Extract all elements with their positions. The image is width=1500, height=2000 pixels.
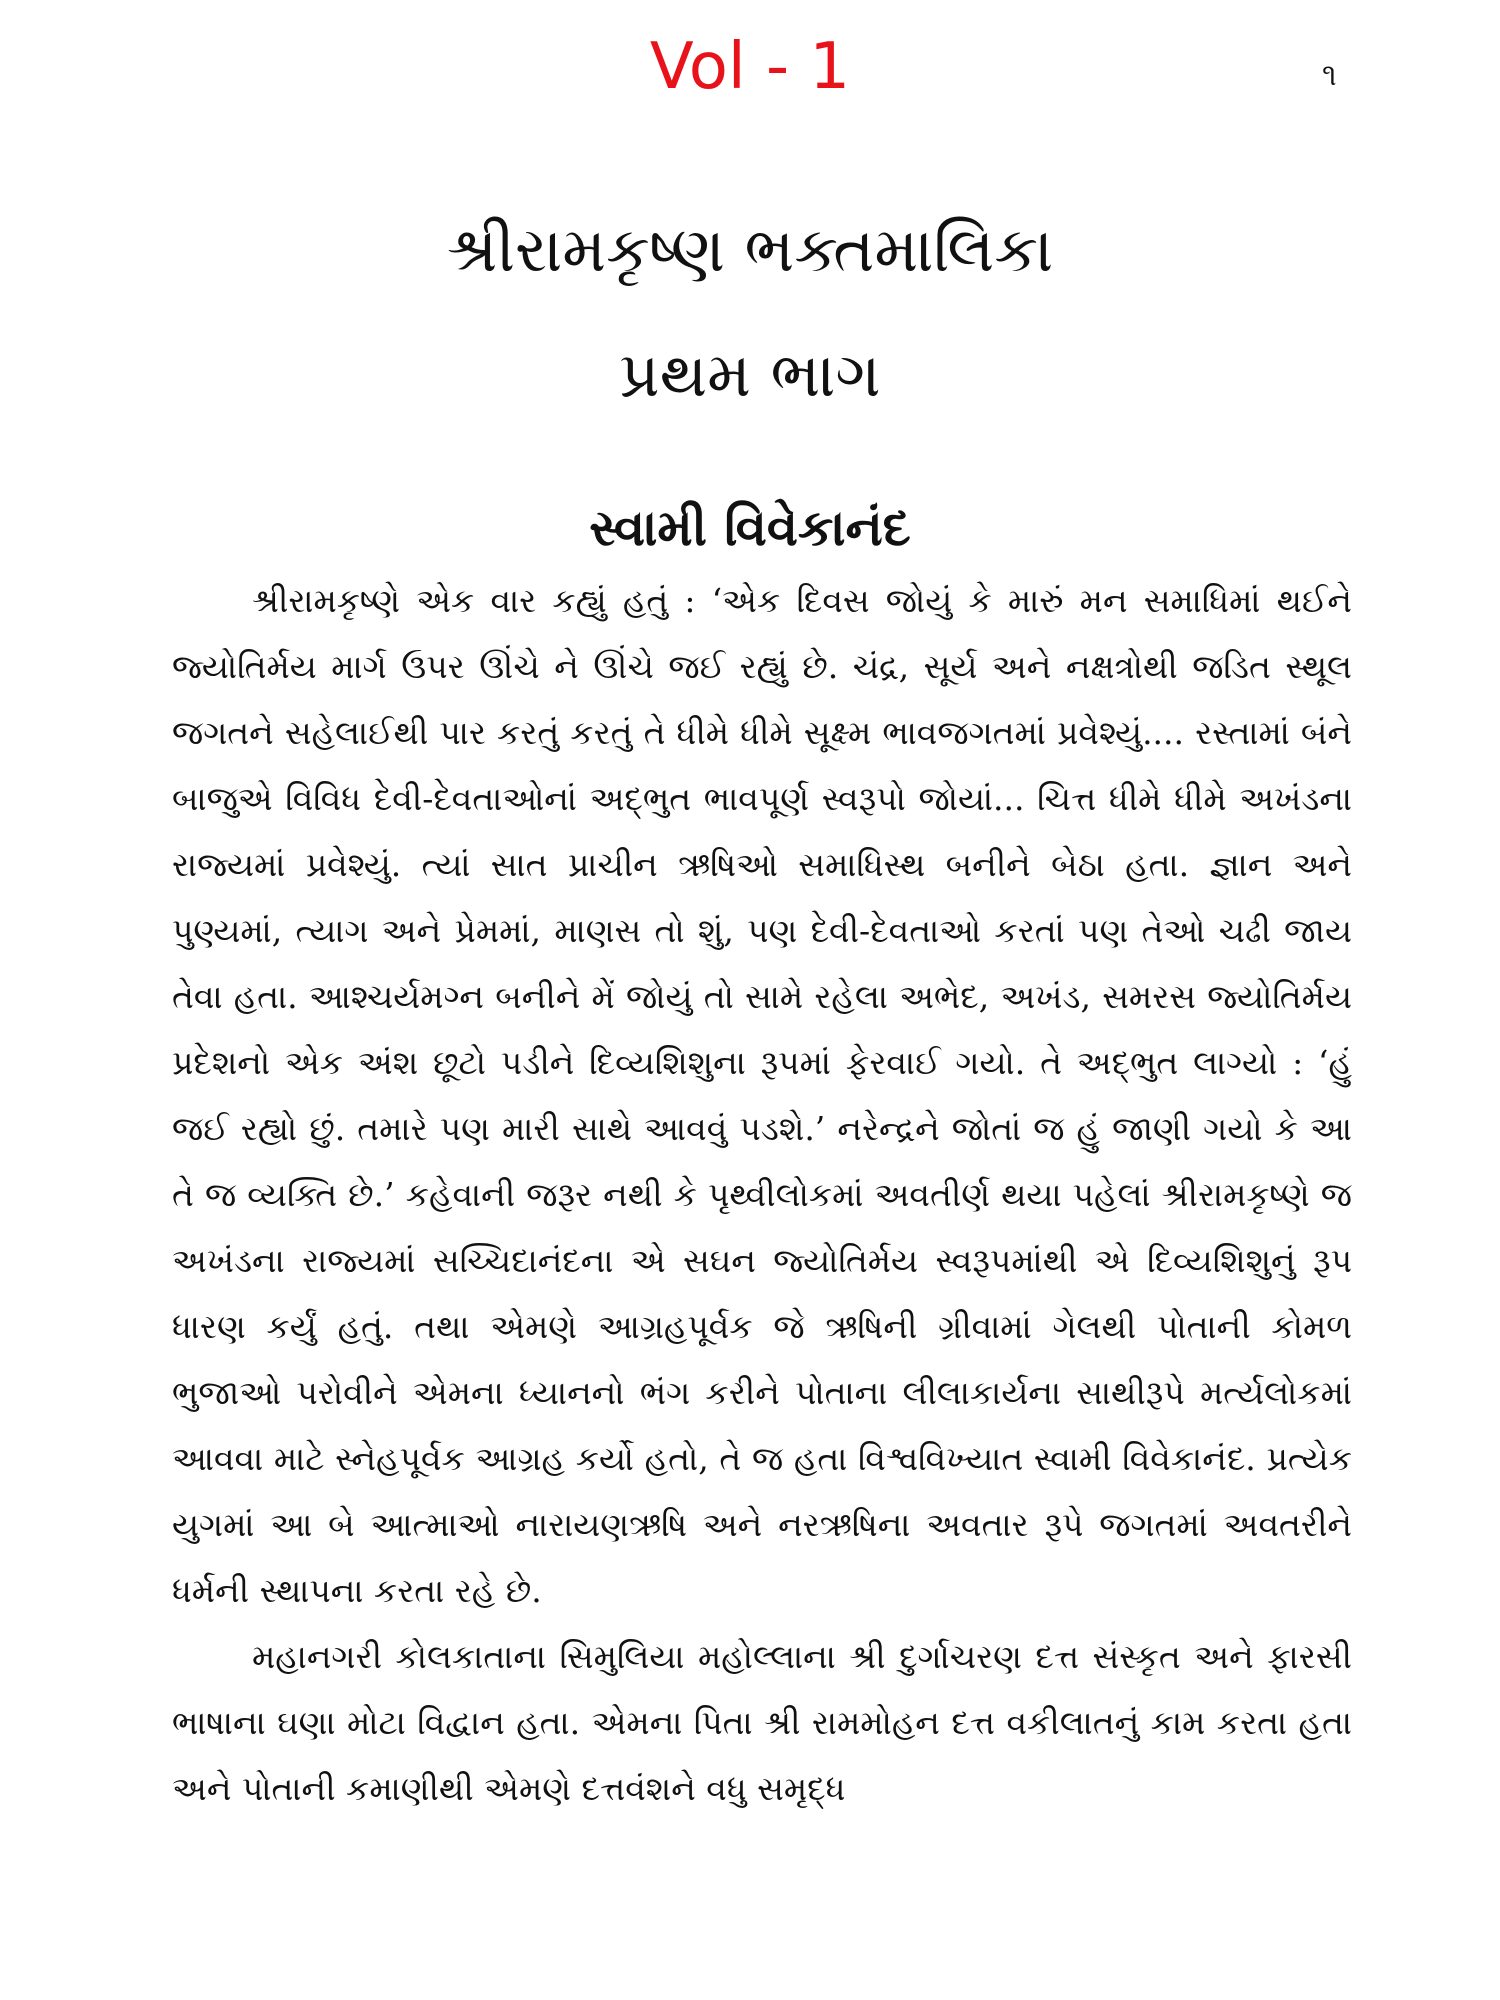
chapter-body xyxy=(172,568,1352,1822)
book-title: શ્રીરામકૃષ્ણ ભક્તમાલિકા xyxy=(446,213,1054,286)
page-number: ૧ xyxy=(1322,58,1337,93)
chapter-title: સ્વામી વિવેકાનંદ xyxy=(589,498,911,557)
paragraph: મહાનગરી કોલકાતાના સિમુલિયા મહોલ્લાના શ્રી દુર્ગાચરણ દત્ત સંસ્કૃત અને ફારસી ભાષાના ઘણા મોટા વિદ્વાન હતા. એમના પિતા શ્રી રામમોહન દત્ત વકીલાતનું કામ કરતા હતા અને પોતાની કમાણીથી એમણે દત્તવંશને વધુ સમૃદ્ધ xyxy=(172,1637,1352,1808)
paragraph: શ્રીરામકૃષ્ણે એક વાર કહ્યું હતું : ‘એક દિવસ જોયું કે મારું મન સમાધિમાં થઈને જ્યોતિર્મય માર્ગ ઉપર ઊંચે ને ઊંચે જઈ રહ્યું છે. ચંદ્ર, સૂર્ય અને નક્ષત્રોથી જડિત સ્થૂલ જગતને સહેલાઈથી પાર કરતું કરતું તે ધીમે ધીમે સૂક્ષ્મ ભાવજગતમાં પ્રવેશ્યું.... રસ્તામાં બંને બાજુએ વિવિધ દેવી-દેવતાઓનાં અદ્ભુત ભાવપૂર્ણ સ્વરૂપો જોયાં... ચિત્ત ધીમે ધીમે અખંડના રાજ્યમાં પ્રવેશ્યું. ત્યાં સાત પ્રાચીન ઋષિઓ સમાધિસ્થ બનીને બેઠા હતા. જ્ઞાન અને પુણ્યમાં, ત્યાગ અને પ્રેમમાં, માણસ તો શું, પણ દેવી-દેવતાઓ કરતાં પણ તેઓ ચઢી જાય તેવા હતા. આશ્ચર્યમગ્ન બનીને મેં જોયું તો સામે રહેલા અભેદ, અખંડ, સમરસ જ્યોતિર્મય પ્રદેશનો એક અંશ છૂટો પડીને દિવ્યશિશુના રૂપમાં ફેરવાઈ ગયો. તે અદ્ભુત લાગ્યો : ‘હું જઈ રહ્યો છું. તમારે પણ મારી સાથે આવવું પડશે.’ નરેન્દ્રને જોતાં જ હું જાણી ગયો કે આ તે જ વ્યક્તિ છે.’ કહેવાની જરૂર નથી કે પૃથ્વીલોકમાં અવતીર્ણ થયા પહેલાં શ્રીરામકૃષ્ણે જ અખંડના રાજ્યમાં સચ્ચિદાનંદના એ સઘન જ્યોતિર્મય સ્વરૂપમાંથી એ દિવ્યશિશુનું રૂપ ધારણ કર્યું હતું. તથા એમણે આગ્રહપૂર્વક જે ઋષિની ગ્રીવામાં ગેલથી પોતાની કોમળ ભુજાઓ પરોવીને એમના ધ્યાનનો ભંગ કરીને પોતાના લીલાકાર્યના સાથીરૂપે મર્ત્યલોકમાં આવવા માટે સ્નેહપૂર્વક આગ્રહ કર્યો હતો, તે જ હતા વિશ્વવિખ્યાત સ્વામી વિવેકાનંદ. પ્રત્યેક યુગમાં આ બે આત્માઓ નારાયણઋષિ અને નરઋષિના અવતાર રૂપે જગતમાં અવતરીને ધર્મની સ્થાપના કરતા રહે છે. xyxy=(172,581,1352,1610)
volume-label: Vol - 1 xyxy=(649,30,851,104)
book-subtitle: પ્રથમ ભાગ xyxy=(619,338,881,411)
